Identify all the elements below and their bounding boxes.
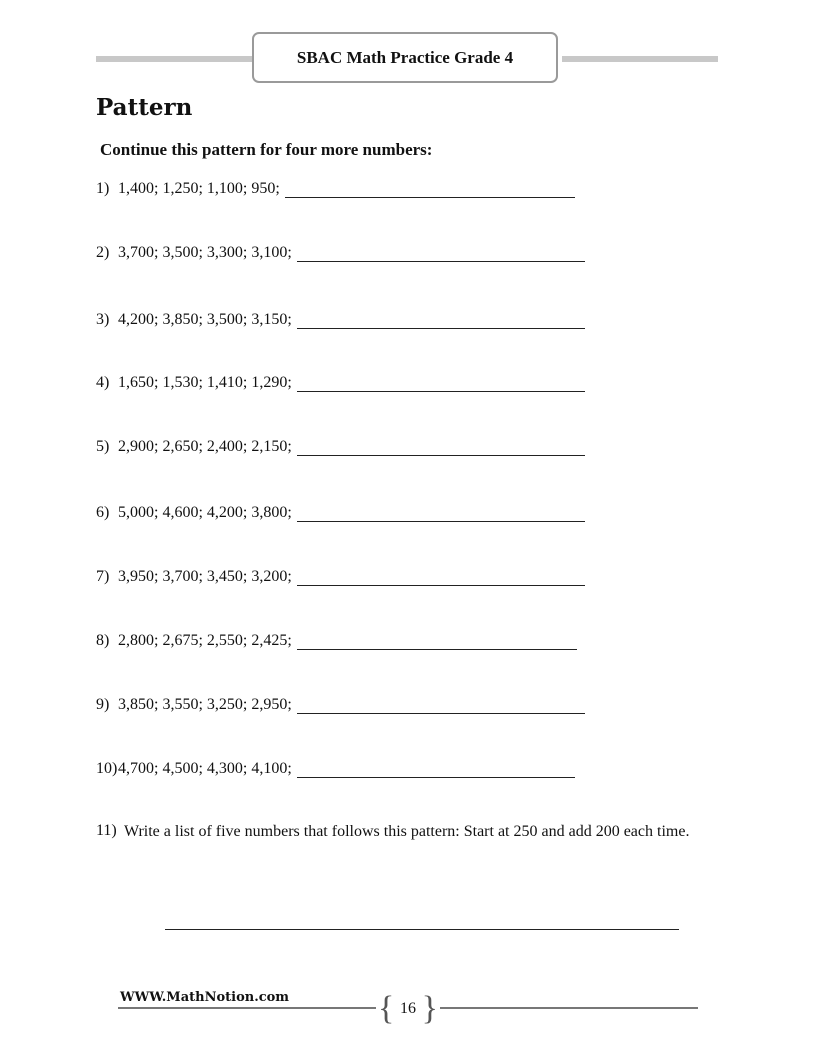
problem-7	[96, 568, 585, 586]
answer-blank[interactable]	[297, 247, 585, 262]
problem-number: 1)	[96, 180, 110, 197]
answer-blank[interactable]	[285, 183, 575, 198]
header-title: SBAC Math Practice Grade 4	[252, 32, 558, 83]
problem-sequence: 3,700; 3,500; 3,300; 3,100;	[118, 244, 292, 261]
right-brace-icon: }	[421, 990, 438, 1027]
section-title: Pattern	[96, 94, 193, 121]
problem-number: 3)	[96, 311, 110, 328]
problem-number: 5)	[96, 438, 110, 455]
problem-sequence: 2,900; 2,650; 2,400; 2,150;	[118, 438, 292, 455]
header-rule-right	[562, 56, 718, 62]
problem-number: 11)	[96, 822, 117, 839]
answer-blank[interactable]	[297, 377, 585, 392]
answer-blank[interactable]	[297, 441, 585, 456]
problem-sequence: 3,850; 3,550; 3,250; 2,950;	[118, 696, 292, 713]
left-brace-icon: {	[378, 990, 395, 1027]
problem-number: 9)	[96, 696, 110, 713]
problem-9	[96, 696, 585, 714]
problem-number: 4)	[96, 374, 110, 391]
answer-blank[interactable]	[297, 763, 575, 778]
answer-blank[interactable]	[297, 314, 585, 329]
problem-sequence: 4,200; 3,850; 3,500; 3,150;	[118, 311, 292, 328]
footer-url: WWW.MathNotion.com	[120, 990, 290, 1005]
footer-rule-right	[440, 1007, 698, 1009]
instructions: Continue this pattern for four more numbers:	[100, 140, 433, 159]
problem-sequence: 1,650; 1,530; 1,410; 1,290;	[118, 374, 292, 391]
problem-6	[96, 504, 585, 522]
problem-sequence: 1,400; 1,250; 1,100; 950;	[118, 180, 280, 197]
problem-4	[96, 374, 585, 392]
problem-8	[96, 632, 577, 650]
problem-sequence: 4,700; 4,500; 4,300; 4,100;	[118, 760, 292, 777]
page-number-text: 16	[400, 1000, 416, 1017]
page-number	[378, 991, 438, 1027]
problem-1	[96, 180, 575, 198]
problem-10	[96, 760, 575, 778]
header-rule-left	[96, 56, 252, 62]
problem-number: 7)	[96, 568, 110, 585]
answer-blank[interactable]	[297, 507, 585, 522]
answer-blank[interactable]	[297, 699, 585, 714]
problem-number: 6)	[96, 504, 110, 521]
problem-number: 10)	[96, 760, 118, 777]
problem-11-text: Write a list of five numbers that follows this pattern: Start at 250 and add 200 each time.	[124, 823, 690, 840]
problem-2	[96, 244, 585, 262]
problem-number: 2)	[96, 244, 110, 261]
problem-number: 8)	[96, 632, 110, 649]
problem-sequence: 3,950; 3,700; 3,450; 3,200;	[118, 568, 292, 585]
footer-rule-left	[118, 1007, 376, 1009]
problem-sequence: 2,800; 2,675; 2,550; 2,425;	[118, 632, 292, 649]
problem-5	[96, 438, 585, 456]
problem-sequence: 5,000; 4,600; 4,200; 3,800;	[118, 504, 292, 521]
problem-3	[96, 311, 585, 329]
answer-blank[interactable]	[165, 929, 679, 930]
answer-blank[interactable]	[297, 571, 585, 586]
answer-blank[interactable]	[297, 635, 577, 650]
